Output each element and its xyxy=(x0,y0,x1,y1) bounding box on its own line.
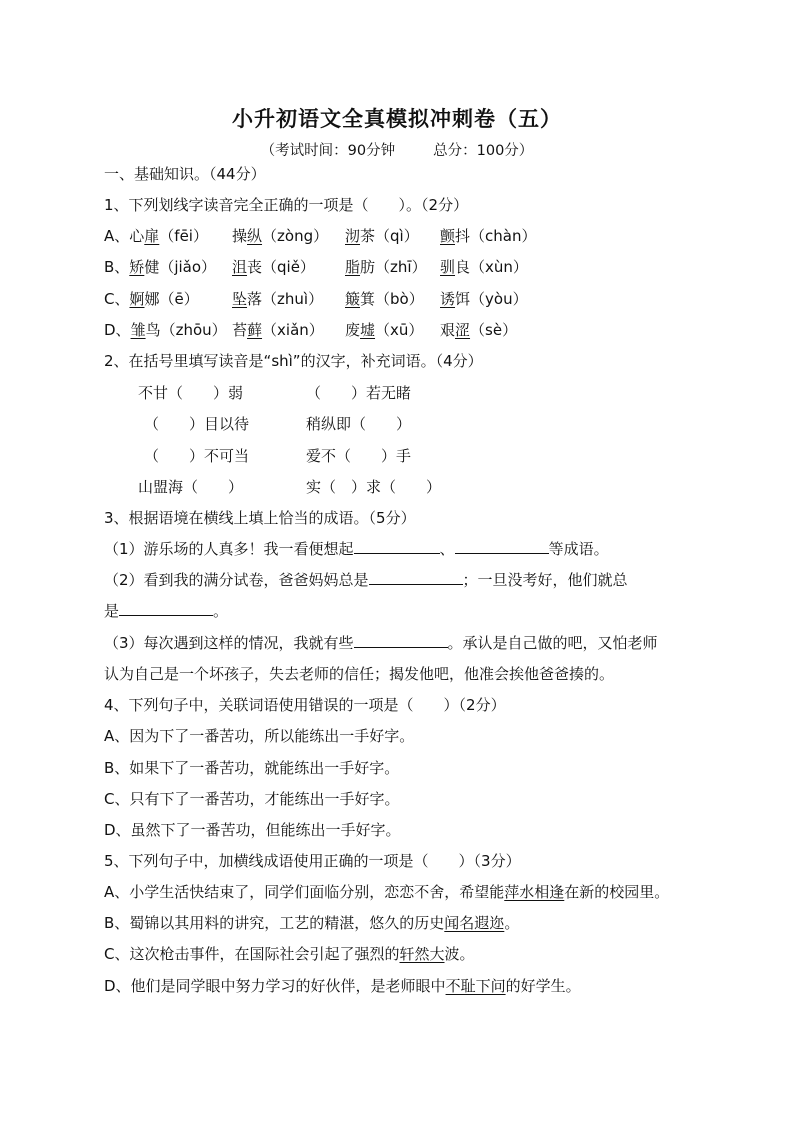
question-5-stem: 5、下列句子中，加横线成语使用正确的一项是（ ）（3分） xyxy=(104,852,521,870)
option-label: B、 xyxy=(104,258,130,276)
underlined-idiom: 不耻下问 xyxy=(445,977,506,995)
question-5-option-d: D、他们是同学眼中努力学习的好伙伴，是老师眼中不耻下问的好学生。 xyxy=(104,977,581,995)
option-word: 苔藓（xiǎn） xyxy=(232,321,324,339)
option-word: 驯良（xùn） xyxy=(440,258,528,276)
question-1-option-row xyxy=(104,289,199,309)
question-4-stem: 4、下列句子中，关联词语使用错误的一项是（ ）（2分） xyxy=(104,696,506,714)
underlined-char: 扉 xyxy=(144,227,160,245)
idiom-blank-item[interactable]: 不甘（ ）弱 xyxy=(138,384,244,402)
question-2-stem: 2、在括号里填写读音是“shì”的汉字，补充词语。（4分） xyxy=(104,352,483,370)
option-word: 婀娜（ē） xyxy=(129,290,199,308)
option-label: D、 xyxy=(104,321,131,339)
exam-info xyxy=(0,139,794,160)
idiom-blank-item[interactable]: 爱不（ ）手 xyxy=(306,447,412,465)
option-label: C、 xyxy=(104,290,130,308)
option-word: 废墟（xū） xyxy=(345,321,424,339)
idiom-blank-item[interactable]: 山盟海（ ） xyxy=(138,478,244,496)
question-1-stem: 1、下列划线字读音完全正确的一项是（ ）。（2分） xyxy=(104,196,469,214)
underlined-char: 藓 xyxy=(247,321,263,339)
option-word: 脂肪（zhī） xyxy=(345,258,427,276)
underlined-char: 雏 xyxy=(130,321,146,339)
idiom-blank-item[interactable]: （ ）不可当 xyxy=(144,447,250,465)
answer-blank[interactable] xyxy=(455,539,549,554)
question-1-option-row xyxy=(104,257,216,277)
answer-blank[interactable] xyxy=(354,539,440,554)
underlined-idiom: 萍水相逢 xyxy=(504,883,565,901)
option-word: 操纵（zòng） xyxy=(232,227,329,245)
option-word: 矫健（jiǎo） xyxy=(129,258,217,276)
underlined-char: 沏 xyxy=(345,227,361,245)
answer-blank[interactable] xyxy=(119,601,213,616)
option-word: 颤抖（chàn） xyxy=(440,227,537,245)
page-title: 小升初语文全真模拟冲刺卷（五） xyxy=(232,107,562,131)
underlined-char: 墟 xyxy=(360,321,376,339)
option-word: 沮丧（qiě） xyxy=(232,258,315,276)
option-word: 沏茶（qì） xyxy=(345,227,419,245)
underlined-char: 驯 xyxy=(440,258,456,276)
underlined-idiom: 轩然大 xyxy=(399,945,445,963)
option-word: 诱饵（yòu） xyxy=(440,290,528,308)
option-word: 心扉（fēi） xyxy=(129,227,208,245)
question-3-sentence-2-cont: 是 。 xyxy=(104,602,229,620)
underlined-char: 涩 xyxy=(455,321,471,339)
question-4-option-a: A、因为下了一番苦功，所以能练出一手好字。 xyxy=(104,727,415,745)
question-3-stem: 3、根据语境在横线上填上恰当的成语。（5分） xyxy=(104,509,416,527)
idiom-blank-item[interactable]: （ ）目以待 xyxy=(144,415,250,433)
underlined-char: 婀 xyxy=(129,290,145,308)
question-3-sentence-1: （1）游乐场的人真多！我一看便想起 、 等成语。 xyxy=(104,540,609,558)
question-5-option-a: A、小学生活快结束了，同学们面临分别，恋恋不舍，希望能萍水相逢在新的校园里。 xyxy=(104,883,670,901)
question-4-option-b: B、如果下了一番苦功，就能练出一手好字。 xyxy=(104,759,400,777)
question-1-option-row xyxy=(104,226,208,246)
question-3-sentence-2: （2）看到我的满分试卷，爸爸妈妈总是 ；一旦没考好，他们就总 xyxy=(104,571,628,589)
idiom-blank-item[interactable]: 稍纵即（ ） xyxy=(306,415,412,433)
answer-blank[interactable] xyxy=(369,570,463,585)
underlined-idiom: 闻名遐迩 xyxy=(444,914,505,932)
option-word: 艰涩（sè） xyxy=(440,321,518,339)
underlined-char: 纵 xyxy=(247,227,263,245)
underlined-char: 簸 xyxy=(345,290,361,308)
question-3-sentence-3: （3）每次遇到这样的情况，我就有些 。承认是自己做的吧，又怕老师 xyxy=(104,634,658,652)
underlined-char: 坠 xyxy=(232,290,248,308)
underlined-char: 脂 xyxy=(345,258,361,276)
option-word: 雏鸟（zhōu） xyxy=(130,321,227,339)
question-1-option-row xyxy=(104,320,227,340)
question-5-option-c: C、这次枪击事件，在国际社会引起了强烈的轩然大波。 xyxy=(104,945,475,963)
exam-time: （考试时间：90分钟 xyxy=(260,143,396,159)
idiom-blank-item[interactable]: （ ）若无睹 xyxy=(306,384,412,402)
option-word: 簸箕（bò） xyxy=(345,290,424,308)
question-4-option-c: C、只有下了一番苦功，才能练出一手好字。 xyxy=(104,790,400,808)
underlined-char: 颤 xyxy=(440,227,456,245)
answer-blank[interactable] xyxy=(354,633,448,648)
idiom-blank-item[interactable]: 实（ ）求（ ） xyxy=(306,478,442,496)
underlined-char: 沮 xyxy=(232,258,248,276)
option-word: 坠落（zhuì） xyxy=(232,290,324,308)
underlined-char: 矫 xyxy=(129,258,145,276)
exam-total-score: 总分：100分） xyxy=(433,143,534,159)
section-heading: 一、基础知识。（44分） xyxy=(104,165,266,183)
question-4-option-d: D、虽然下了一番苦功，但能练出一手好字。 xyxy=(104,821,401,839)
question-5-option-b: B、蜀锦以其用料的讲究，工艺的精湛，悠久的历史闻名遐迩。 xyxy=(104,914,520,932)
question-3-sentence-3-cont: 认为自己是一个坏孩子，失去老师的信任；揭发他吧，他准会挨他爸爸揍的。 xyxy=(104,665,615,683)
option-label: A、 xyxy=(104,227,130,245)
underlined-char: 诱 xyxy=(440,290,456,308)
